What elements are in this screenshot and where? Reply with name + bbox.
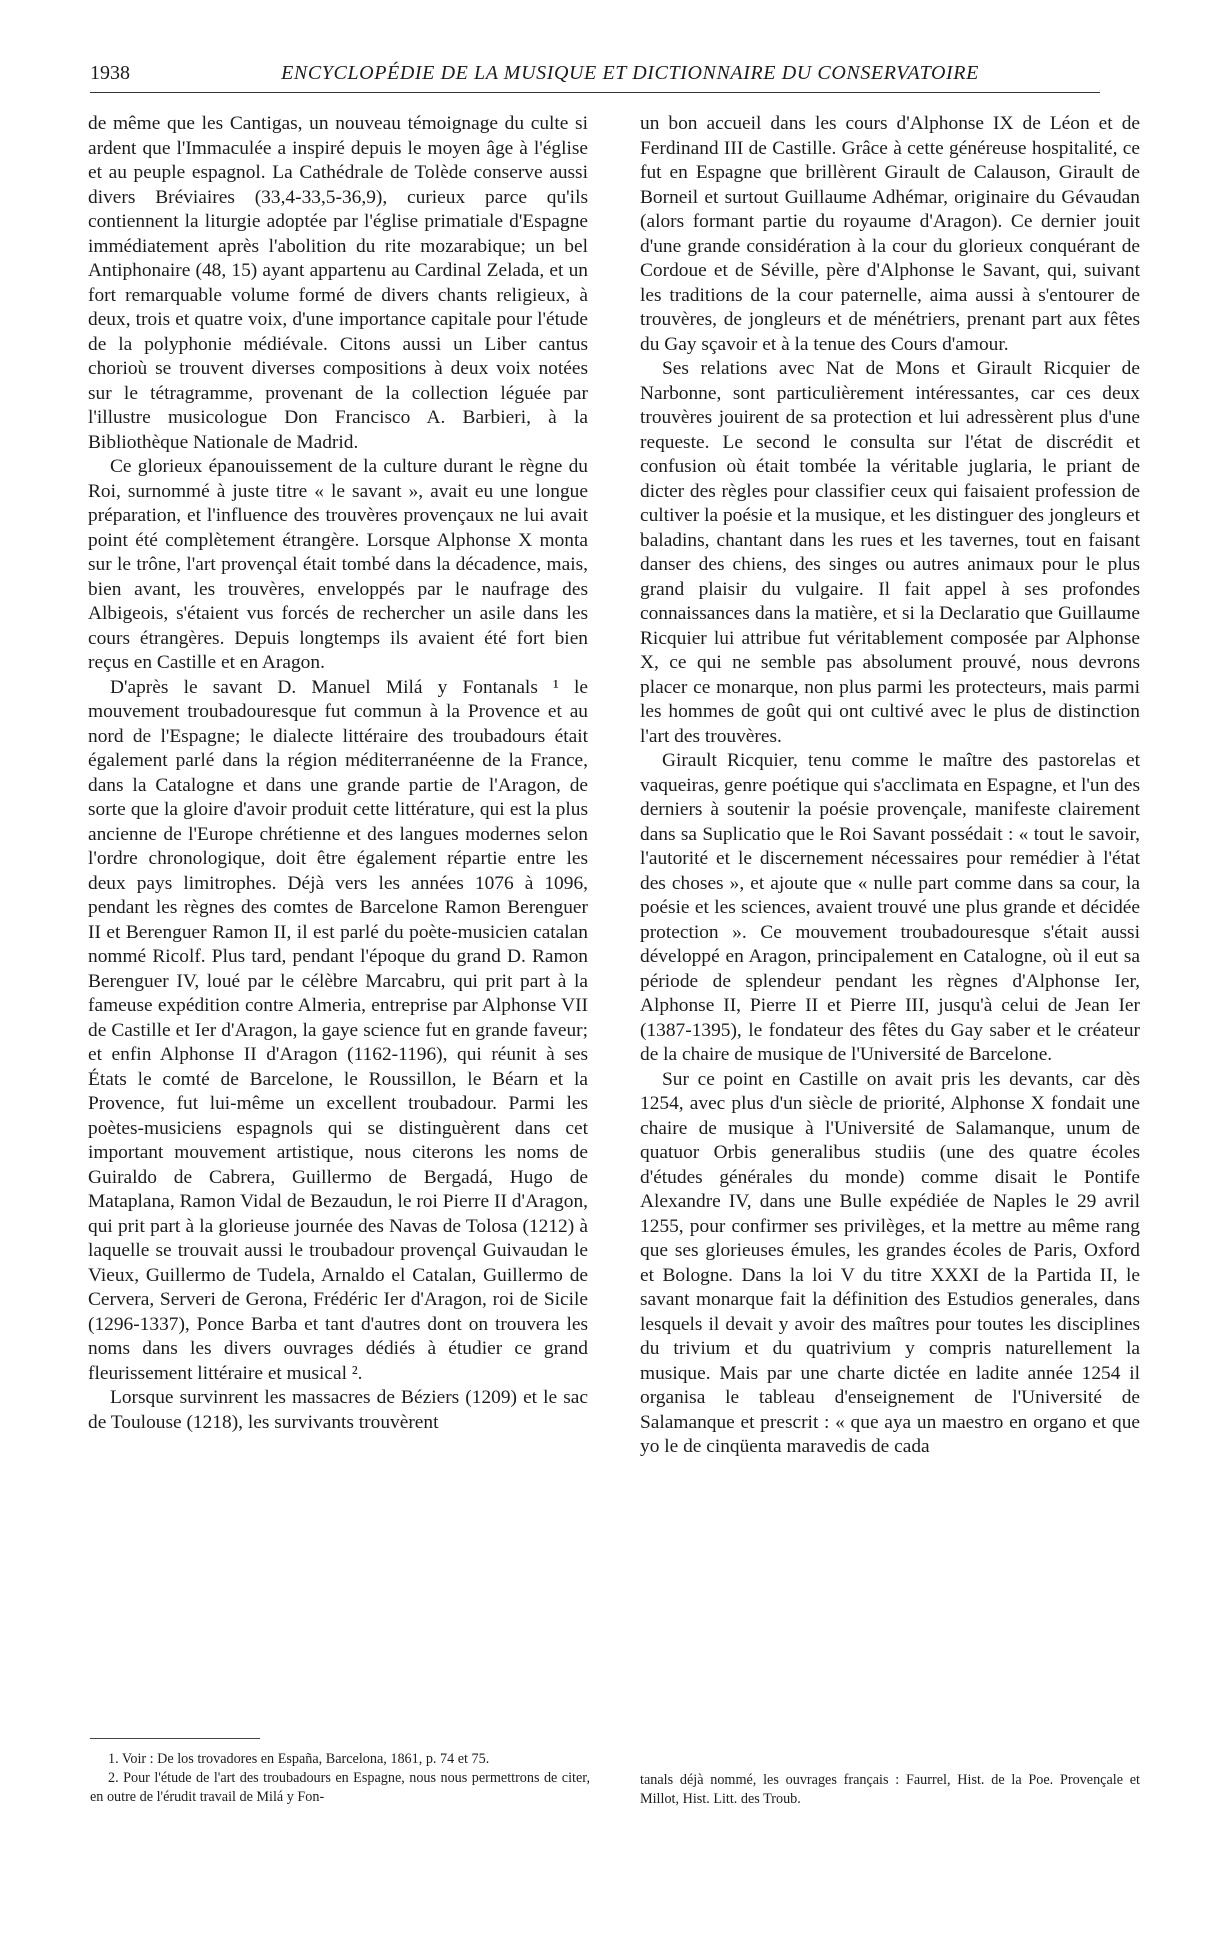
paragraph: Ses relations avec Nat de Mons et Girault Ricquier de Narbonne, sont particulièrement intéressantes, car ces deux trouvères jouirent de sa protection et lui adressèrent plus d'une requeste. Le second le consulta sur l'état de discrédit et confusion où était tombée la véritable juglaria, le priant de dicter des règles pour classifier ceux qui faisaient profession de cultiver la poésie et la musique, et les distinguer des jongleurs et baladins, chantant dans les rues et les tavernes, tout en faisant danser des chiens, des singes ou autres animaux pour le plus grand plaisir du vulgaire. Il fait appel à ses profondes connaissances dans la matière, et si la Declaratio que Guillaume Ricquier lui attribue fut véritablement composée par Alphonse X, ce qui ne semble pas absolument prouvé, nous devrons placer ce monarque, non plus parmi les protecteurs, mais parmi les hommes de goût qui ont cultivé avec le plus de distinction l'art des trouvères. <box>640 358 1140 747</box>
paragraph: Ce glorieux épanouissement de la culture durant le règne du Roi, surnommé à juste titre « le savant », avait eu une longue préparation, et l'influence des trouvères provençaux ne lui avait point été complètement étrangère. Lorsque Alphonse X monta sur le trône, l'art provençal était tombé dans la décadence, mais, bien avant, les trouvères, enveloppés par le naufrage des Albigeois, s'étaient vus forcés de rechercher un asile dans les cours étrangères. Depuis longtemps ils avaient été fort bien reçus en Castille et en Aragon. <box>88 456 588 673</box>
header-rule <box>90 92 1100 93</box>
footnote-rule <box>90 1738 260 1739</box>
paragraph: un bon accueil dans les cours d'Alphonse IX de Léon et de Ferdinand III de Castille. Grâce à cette généreuse hospitalité, ce fut en Espagne que brillèrent Girault de Calauson, Girault de Borneil et surtout Guillaume Adhémar, originaire du Gévaudan (alors formant partie du royaume d'Aragon). Ce dernier jouit d'une grande considération à la cour du glorieux conquérant de Cordoue et de Séville, père d'Alphonse le Savant, qui, suivant les traditions de la cour paternelle, aima aussi à s'entourer de trouvères, de jongleurs et de ménétriers, prenant part aux fêtes du Gay sçavoir et à la tenue des Cours d'amour. <box>640 113 1140 355</box>
page-number: 1938 <box>90 62 130 84</box>
footnote: 2. Pour l'étude de l'art des troubadours en Espagne, nous nous permettrons de citer, en outre de l'érudit travail de Milá y Fon- <box>90 1770 590 1805</box>
running-title: ENCYCLOPÉDIE DE LA MUSIQUE ET DICTIONNAIRE DU CONSERVATOIRE <box>281 62 979 84</box>
footnote: 1. Voir : De los trovadores en España, Barcelona, 1861, p. 74 et 75. <box>108 1751 490 1767</box>
page-header <box>90 62 1100 96</box>
footnotes-right <box>640 1771 1140 1809</box>
footnote: tanals déjà nommé, les ouvrages français : Faurrel, Hist. de la Poe. Provençale et Millot, Hist. Litt. des Troub. <box>640 1772 1140 1807</box>
paragraph: Sur ce point en Castille on avait pris les devants, car dès 1254, avec plus d'un siècle de priorité, Alphonse X fondait une chaire de musique à l'Université de Salamanque, unum de quatuor Orbis generalibus studiis (une des quatre écoles d'études générales du monde) comme disait le Pontife Alexandre IV, dans une Bulle expédiée de Naples le 29 avril 1255, pour confirmer ses privilèges, et la mettre au même rang que ses glorieuses émules, les grandes écoles de Paris, Oxford et Bologne. Dans la loi V du titre XXXI de la Partida II, le savant monarque fait la définition des Estudios generales, dans lesquels il devait y avoir des maîtres pour toutes les disciplines du trivium et du quatrivium y compris naturellement la musique. Mais par une charte dictée en ladite année 1254 il organisa le tableau d'enseignement de l'Université de Salamanque et prescrit : « que aya un maestro en organo et que yo le de cinqüenta maravedis de cada <box>640 1068 1140 1457</box>
paragraph: de même que les Cantigas, un nouveau témoignage du culte si ardent que l'Immaculée a inspiré depuis le moyen âge à l'église et au peuple espagnol. La Cathédrale de Tolède conserve aussi divers Bréviaires (33,4-33,5-36,9), curieux parce qu'ils contiennent la liturgie adoptée par l'église primatiale d'Espagne immédiatement après l'abolition du rite mozarabique; un bel Antiphonaire (48, 15) ayant appartenu au Cardinal Zelada, et un fort remarquable volume formé de divers chants religieux, à deux, trois et quatre voix, d'une importance capitale pour l'étude de la polyphonie médiévale. Citons aussi un Liber cantus chorioù se trouvent diverses compositions à deux voix notées sur le tétragramme, provenant de la collection léguée par l'illustre musicologue Don Francisco A. Barbieri, à la Bibliothèque Nationale de Madrid. <box>88 113 588 453</box>
left-column <box>88 112 588 1435</box>
paragraph: D'après le savant D. Manuel Milá y Fontanals ¹ le mouvement troubadouresque fut commun à la Provence et au nord de l'Espagne; le dialecte littéraire des troubadours était également parlé dans la région méditerranéenne de la France, dans la Catalogne et dans une grande partie de l'Aragon, de sorte que la gloire d'avoir produit cette littérature, qui est la plus ancienne de l'Europe chrétienne et des langues modernes selon l'ordre chronologique, doit être également répartie entre les deux pays limitrophes. Déjà vers les années 1076 à 1096, pendant les règnes des comtes de Barcelone Ramon Berenguer II et Berenguer Ramon II, il est parlé du poète-musicien catalan nommé Ricolf. Plus tard, pendant l'époque du grand D. Ramon Berenguer IV, loué par le célèbre Marcabru, qui prit part à la fameuse expédition contre Almeria, entreprise par Alphonse VII de Castille et Ier d'Aragon, la gaye science fut en grande faveur; et enfin Alphonse II d'Aragon (1162-1196), qui réunit à ses États le comté de Barcelone, le Roussillon, le Béarn et la Provence, fut lui-même un excellent troubadour. Parmi les poètes-musiciens espagnols qui se distinguèrent dans cet important mouvement artistique, nous citerons les noms de Guiraldo de Cabrera, Guillermo de Bergadá, Hugo de Mataplana, Ramon Vidal de Bezaudun, le roi Pierre II d'Aragon, qui prit part à la glorieuse journée des Navas de Tolosa (1212) à laquelle se trouvait aussi le troubadour provençal Guivaudan le Vieux, Guillermo de Tudela, Arnaldo el Catalan, Guillermo de Cervera, Serveri de Gerona, Frédéric Ier d'Aragon, roi de Sicile (1296-1337), Ponce Barba et tant d'autres dont on trouvera les noms dans les divers ouvrages dédiés à étudier ce grand fleurissement littéraire et musical ². <box>88 676 588 1384</box>
paragraph: Girault Ricquier, tenu comme le maître des pastorelas et vaqueiras, genre poétique qui s'acclimata en Espagne, et l'un des derniers à soutenir la poésie provençale, manifeste clairement dans sa Suplicatio que le Roi Savant possédait : « tout le savoir, l'autorité et le discernement nécessaires pour remédier à l'état des choses », et ajoute que « nulle part comme dans sa cour, la poésie et les sciences, avaient trouvé une plus grande et décidée protection ». Ce mouvement troubadouresque s'était aussi développé en Aragon, principalement en Catalogne, où il eut sa période de splendeur pendant les règnes d'Alphonse Ier, Alphonse II, Pierre II et Pierre III, jusqu'à celui de Jean Ier (1387-1395), le fondateur des fêtes du Gay saber et le créateur de la chaire de musique de l'Université de Barcelone. <box>640 750 1140 1065</box>
paragraph: Lorsque survinrent les massacres de Béziers (1209) et le sac de Toulouse (1218), les survivants trouvèrent <box>88 1387 588 1433</box>
footnotes-left <box>90 1750 590 1807</box>
right-column <box>640 112 1140 1460</box>
